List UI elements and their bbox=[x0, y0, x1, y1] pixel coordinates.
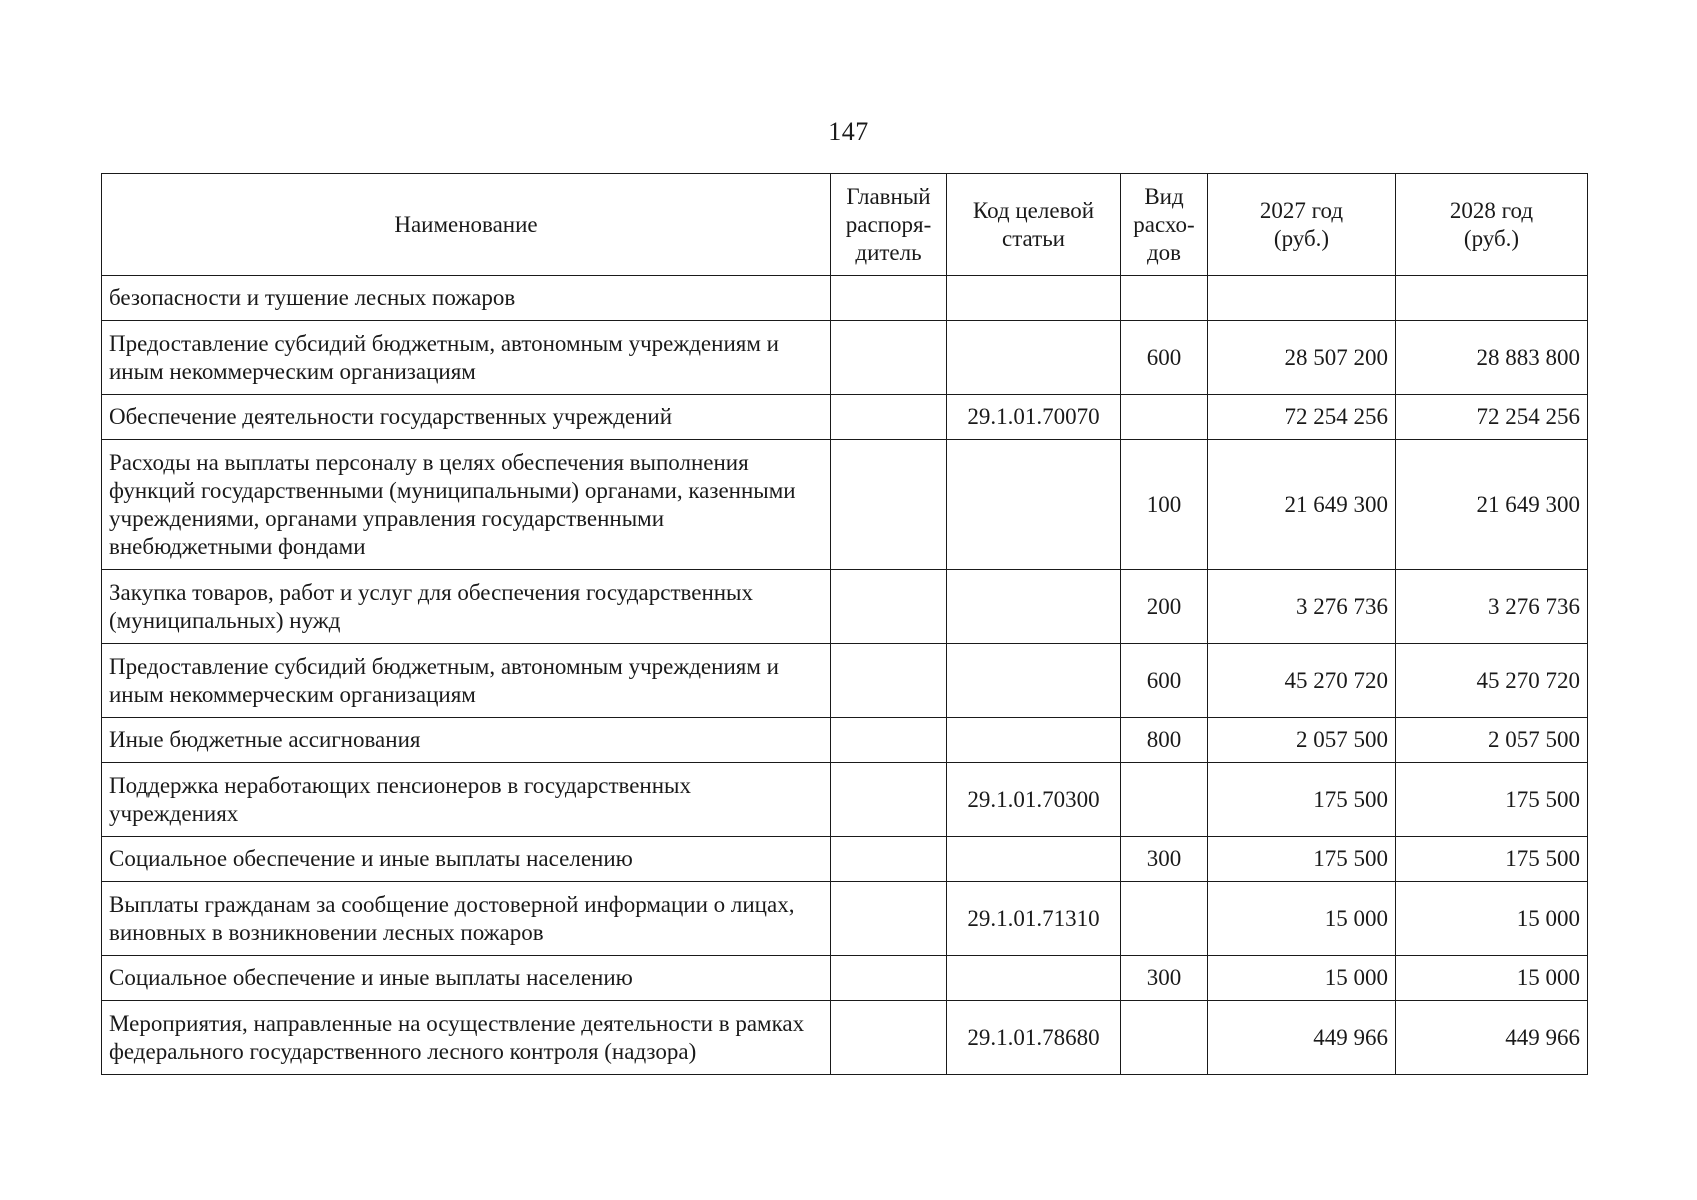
table-row bbox=[102, 570, 1588, 644]
cell-admin bbox=[831, 321, 947, 395]
cell-code bbox=[947, 321, 1121, 395]
cell-name: Поддержка неработающих пенсионеров в государственных учреждениях bbox=[102, 763, 831, 837]
cell-code: 29.1.01.70070 bbox=[947, 395, 1121, 440]
cell-kind bbox=[1121, 1001, 1208, 1075]
cell-name: Закупка товаров, работ и услуг для обеспечения государственных (муниципальных) нужд bbox=[102, 570, 831, 644]
cell-kind: 600 bbox=[1121, 644, 1208, 718]
cell-name: Выплаты гражданам за сообщение достоверной информации о лицах, виновных в возникновении лесных пожаров bbox=[102, 882, 831, 956]
cell-admin bbox=[831, 276, 947, 321]
cell-kind bbox=[1121, 276, 1208, 321]
cell-name: Расходы на выплаты персоналу в целях обеспечения выполнения функций государственными (муниципальными) органами, казенными учреждениями, органами управления государственными внебюджетными фондами bbox=[102, 440, 831, 570]
cell-year-2028: 45 270 720 bbox=[1396, 644, 1588, 718]
cell-name: безопасности и тушение лесных пожаров bbox=[102, 276, 831, 321]
table-row bbox=[102, 440, 1588, 570]
cell-year-2027: 15 000 bbox=[1208, 956, 1396, 1001]
cell-name: Социальное обеспечение и иные выплаты населению bbox=[102, 837, 831, 882]
cell-year-2027 bbox=[1208, 276, 1396, 321]
cell-kind: 100 bbox=[1121, 440, 1208, 570]
cell-admin bbox=[831, 837, 947, 882]
cell-year-2027: 72 254 256 bbox=[1208, 395, 1396, 440]
table-row bbox=[102, 321, 1588, 395]
cell-kind: 800 bbox=[1121, 718, 1208, 763]
cell-code: 29.1.01.78680 bbox=[947, 1001, 1121, 1075]
cell-kind: 600 bbox=[1121, 321, 1208, 395]
cell-year-2028 bbox=[1396, 276, 1588, 321]
cell-name: Предоставление субсидий бюджетным, автономным учреждениям и иным некоммерческим организациям bbox=[102, 644, 831, 718]
table-row bbox=[102, 276, 1588, 321]
cell-kind: 200 bbox=[1121, 570, 1208, 644]
header-year-2027: 2027 год (руб.) bbox=[1208, 174, 1396, 276]
cell-code bbox=[947, 276, 1121, 321]
cell-admin bbox=[831, 1001, 947, 1075]
cell-year-2028: 3 276 736 bbox=[1396, 570, 1588, 644]
cell-kind bbox=[1121, 395, 1208, 440]
cell-year-2027: 21 649 300 bbox=[1208, 440, 1396, 570]
table-row bbox=[102, 395, 1588, 440]
cell-year-2028: 72 254 256 bbox=[1396, 395, 1588, 440]
cell-kind: 300 bbox=[1121, 837, 1208, 882]
cell-name: Социальное обеспечение и иные выплаты населению bbox=[102, 956, 831, 1001]
cell-name: Иные бюджетные ассигнования bbox=[102, 718, 831, 763]
table-row bbox=[102, 718, 1588, 763]
cell-kind bbox=[1121, 882, 1208, 956]
cell-year-2027: 175 500 bbox=[1208, 763, 1396, 837]
cell-admin bbox=[831, 644, 947, 718]
cell-name: Мероприятия, направленные на осуществление деятельности в рамках федерального государственного лесного контроля (надзора) bbox=[102, 1001, 831, 1075]
table-row bbox=[102, 644, 1588, 718]
header-admin: Главный распоря- дитель bbox=[831, 174, 947, 276]
header-kind: Вид расхо- дов bbox=[1121, 174, 1208, 276]
table-header-row bbox=[102, 174, 1588, 276]
cell-admin bbox=[831, 956, 947, 1001]
cell-code bbox=[947, 440, 1121, 570]
table-row bbox=[102, 837, 1588, 882]
table-row bbox=[102, 882, 1588, 956]
budget-table bbox=[101, 173, 1588, 1075]
cell-year-2028: 28 883 800 bbox=[1396, 321, 1588, 395]
table-row bbox=[102, 763, 1588, 837]
cell-year-2027: 449 966 bbox=[1208, 1001, 1396, 1075]
cell-admin bbox=[831, 718, 947, 763]
table-row bbox=[102, 1001, 1588, 1075]
cell-name: Предоставление субсидий бюджетным, автономным учреждениям и иным некоммерческим организациям bbox=[102, 321, 831, 395]
cell-kind: 300 bbox=[1121, 956, 1208, 1001]
cell-year-2027: 15 000 bbox=[1208, 882, 1396, 956]
cell-code: 29.1.01.70300 bbox=[947, 763, 1121, 837]
cell-year-2027: 2 057 500 bbox=[1208, 718, 1396, 763]
header-year-2028: 2028 год (руб.) bbox=[1396, 174, 1588, 276]
page-number: 147 bbox=[828, 117, 869, 146]
cell-year-2028: 21 649 300 bbox=[1396, 440, 1588, 570]
cell-year-2028: 15 000 bbox=[1396, 882, 1588, 956]
cell-kind bbox=[1121, 763, 1208, 837]
cell-admin bbox=[831, 763, 947, 837]
cell-code bbox=[947, 837, 1121, 882]
cell-code bbox=[947, 644, 1121, 718]
cell-year-2027: 28 507 200 bbox=[1208, 321, 1396, 395]
cell-year-2028: 175 500 bbox=[1396, 763, 1588, 837]
cell-name: Обеспечение деятельности государственных учреждений bbox=[102, 395, 831, 440]
cell-admin bbox=[831, 440, 947, 570]
cell-code bbox=[947, 956, 1121, 1001]
table-row bbox=[102, 956, 1588, 1001]
cell-year-2027: 45 270 720 bbox=[1208, 644, 1396, 718]
cell-admin bbox=[831, 570, 947, 644]
cell-code bbox=[947, 570, 1121, 644]
cell-year-2027: 3 276 736 bbox=[1208, 570, 1396, 644]
cell-year-2027: 175 500 bbox=[1208, 837, 1396, 882]
cell-code: 29.1.01.71310 bbox=[947, 882, 1121, 956]
cell-year-2028: 449 966 bbox=[1396, 1001, 1588, 1075]
cell-admin bbox=[831, 882, 947, 956]
cell-admin bbox=[831, 395, 947, 440]
header-name: Наименование bbox=[102, 174, 831, 276]
cell-year-2028: 2 057 500 bbox=[1396, 718, 1588, 763]
cell-year-2028: 15 000 bbox=[1396, 956, 1588, 1001]
cell-year-2028: 175 500 bbox=[1396, 837, 1588, 882]
cell-code bbox=[947, 718, 1121, 763]
header-code: Код целевой статьи bbox=[947, 174, 1121, 276]
